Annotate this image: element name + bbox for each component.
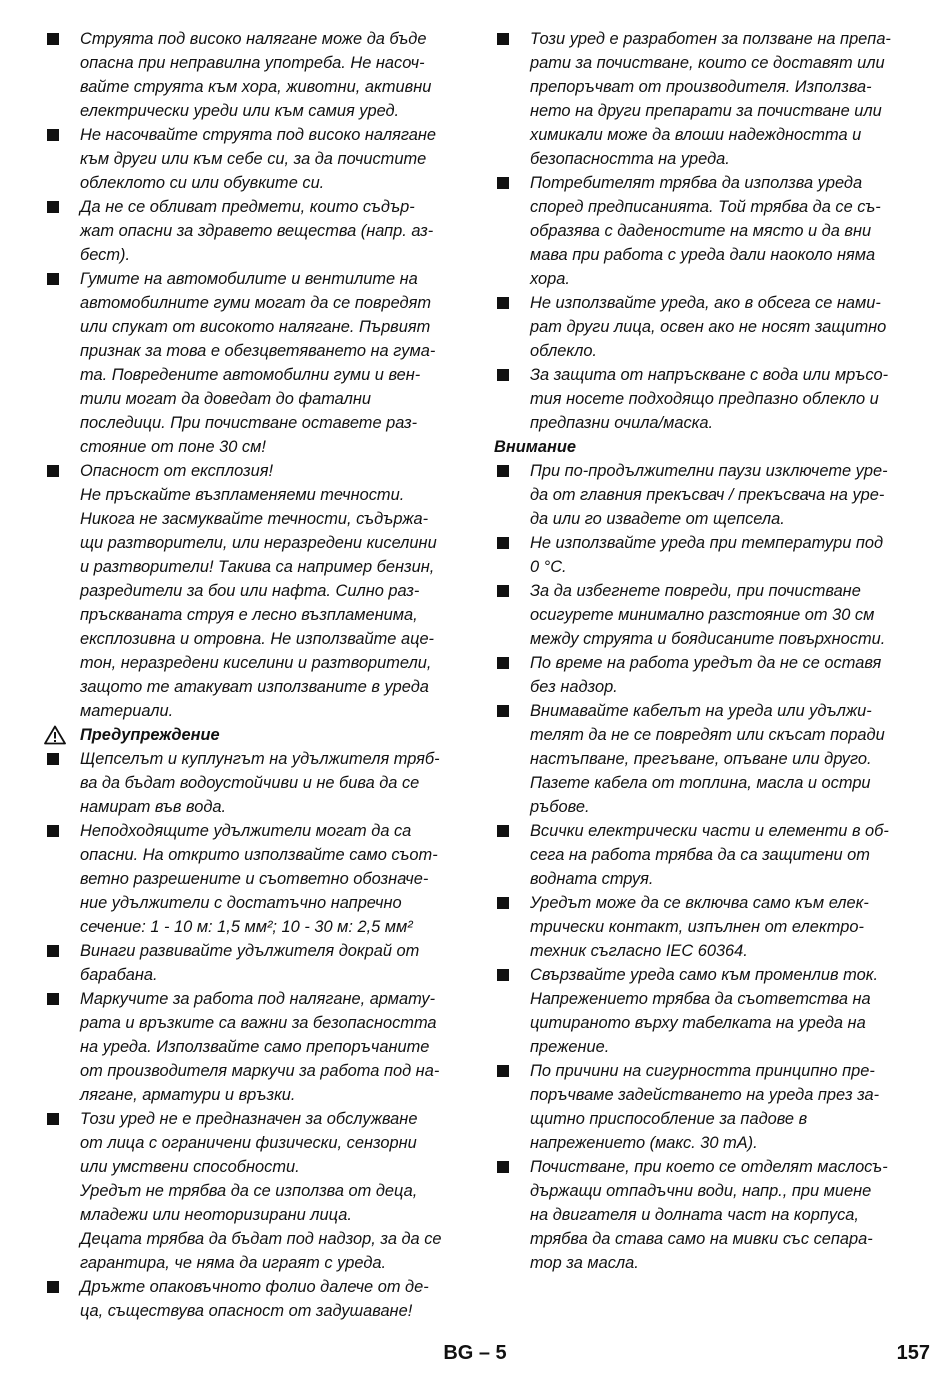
text-line: Никога не засмуквайте течности, съдържа- bbox=[80, 510, 429, 528]
text-line: щитно приспособление за падове в bbox=[530, 1110, 808, 1128]
text-line: Дръжте опаковъчното фолио далече от де- bbox=[80, 1278, 429, 1296]
square-bullet-icon bbox=[47, 1113, 59, 1125]
square-bullet-icon bbox=[497, 1161, 509, 1173]
square-bullet-icon bbox=[47, 129, 59, 141]
list-item bbox=[494, 699, 914, 819]
square-bullet-icon bbox=[497, 369, 509, 381]
text-line: Пазете кабела от топлина, масла и остри bbox=[530, 774, 871, 792]
caution-heading: Внимание bbox=[494, 438, 577, 456]
list-item bbox=[494, 819, 914, 891]
text-line: на уреда. Използвайте само препоръчаните bbox=[80, 1038, 430, 1056]
text-line: водната струя. bbox=[530, 870, 654, 888]
text-line: да от главния прекъсвач / прекъсвача на уре- bbox=[530, 486, 885, 504]
list-item bbox=[494, 291, 914, 363]
list-item bbox=[44, 459, 464, 723]
text-line: младежи или неоторизирани лица. bbox=[80, 1206, 352, 1224]
text-line: Уредът не трябва да се използва от деца, bbox=[80, 1182, 418, 1200]
text-line: пръскваната струя е лесно възпламенима, bbox=[80, 606, 418, 624]
text-line: Не използвайте уреда, ако в обсега се нами- bbox=[530, 294, 881, 312]
text-line: ветно разрешените и съответно обозначе- bbox=[80, 870, 429, 888]
text-line: материали. bbox=[80, 702, 174, 720]
square-bullet-icon bbox=[47, 33, 59, 45]
text-line: да или го извадете от щепсела. bbox=[530, 510, 785, 528]
square-bullet-icon bbox=[497, 465, 509, 477]
square-bullet-icon bbox=[497, 705, 509, 717]
text-line: та. Повредените автомобилни гуми и вен- bbox=[80, 366, 421, 384]
text-line: тон, неразредени киселини и разтворители, bbox=[80, 654, 432, 672]
warning-triangle-icon bbox=[44, 725, 66, 745]
text-line: Почистване, при което се отделят маслосъ- bbox=[530, 1158, 888, 1176]
text-line: сега на работа трябва да са защитени от bbox=[530, 846, 870, 864]
list-item bbox=[44, 195, 464, 267]
text-line: без надзор. bbox=[530, 678, 618, 696]
text-line: напрежението (макс. 30 mA). bbox=[530, 1134, 758, 1152]
text-line: признак за това е обезцветяването на гума- bbox=[80, 342, 436, 360]
text-line: от производителя маркучи за работа под на- bbox=[80, 1062, 440, 1080]
list-item bbox=[494, 891, 914, 963]
text-line: от лица с ограничени физически, сензорни bbox=[80, 1134, 417, 1152]
list-item bbox=[494, 531, 914, 579]
text-line: стояние от поне 30 см! bbox=[80, 438, 266, 456]
text-line: препоръчват от производителя. Използва- bbox=[530, 78, 872, 96]
text-line: Винаги развивайте удължителя докрай от bbox=[80, 942, 420, 960]
text-line: Опасност от експлозия! bbox=[80, 462, 274, 480]
text-line: бест). bbox=[80, 246, 131, 264]
text-line: предпазни очила/маска. bbox=[530, 414, 714, 432]
text-line: експлозивна и отровна. Не използвайте аце- bbox=[80, 630, 435, 648]
list-item bbox=[494, 963, 914, 1059]
text-line: сечение: 1 - 10 м: 1,5 мм²; 10 - 30 м: 2,5 мм² bbox=[80, 918, 413, 936]
left-warning-list bbox=[44, 747, 464, 1323]
list-item bbox=[44, 123, 464, 195]
text-line: гарантира, че няма да играят с уреда. bbox=[80, 1254, 387, 1272]
text-line: лягане, арматури и връзки. bbox=[80, 1086, 296, 1104]
text-line: опасна при неправилна употреба. Не насоч- bbox=[80, 54, 425, 72]
square-bullet-icon bbox=[497, 825, 509, 837]
text-line: осигурете минимално разстояние от 30 см bbox=[530, 606, 875, 624]
text-line: телят да не се повредят или скъсат поради bbox=[530, 726, 885, 744]
square-bullet-icon bbox=[47, 201, 59, 213]
text-line: Свързвайте уреда само към променлив ток. bbox=[530, 966, 879, 984]
square-bullet-icon bbox=[47, 825, 59, 837]
text-line: тор за масла. bbox=[530, 1254, 639, 1272]
text-line: прежение. bbox=[530, 1038, 610, 1056]
text-line: опасни. На открито използвайте само съот- bbox=[80, 846, 438, 864]
square-bullet-icon bbox=[497, 537, 509, 549]
text-line: Щепселът и куплунгът на удължителя тряб- bbox=[80, 750, 440, 768]
text-line: химикали може да влоши надеждността и bbox=[530, 126, 862, 144]
left-column bbox=[44, 27, 464, 1323]
text-line: последици. При почистване оставете раз- bbox=[80, 414, 418, 432]
footer-page-number: 157 bbox=[896, 1342, 930, 1364]
text-line: вайте струята към хора, животни, активни bbox=[80, 78, 432, 96]
text-line: Потребителят трябва да използва уреда bbox=[530, 174, 863, 192]
text-line: техник съгласно IEC 60364. bbox=[530, 942, 748, 960]
right-top-list bbox=[494, 27, 914, 435]
text-line: рати за почистване, които се доставят или bbox=[530, 54, 885, 72]
square-bullet-icon bbox=[47, 1281, 59, 1293]
text-line: рата и връзките са важни за безопасността bbox=[80, 1014, 437, 1032]
text-line: и разтворители! Такива са например бензин, bbox=[80, 558, 435, 576]
text-line: Неподходящите удължители могат да са bbox=[80, 822, 412, 840]
list-item bbox=[494, 171, 914, 291]
text-line: Всички електрически части и елементи в об- bbox=[530, 822, 889, 840]
text-line: Струята под високо налягане може да бъде bbox=[80, 30, 427, 48]
text-line: За защита от напръскване с вода или мръсо- bbox=[530, 366, 889, 384]
list-item bbox=[44, 267, 464, 459]
text-line: щи разтворители, или неразредени киселини bbox=[80, 534, 437, 552]
text-line: трябва да става само на мивки със сепара- bbox=[530, 1230, 873, 1248]
text-line: държащи отпадъчни води, напр., при миене bbox=[530, 1182, 872, 1200]
square-bullet-icon bbox=[497, 33, 509, 45]
text-line: рат други лица, освен ако не носят защитно bbox=[530, 318, 887, 336]
text-line: нето на други препарати за почистване или bbox=[530, 102, 882, 120]
square-bullet-icon bbox=[47, 465, 59, 477]
text-line: Децата трябва да бъдат под надзор, за да се bbox=[80, 1230, 442, 1248]
footer-section-code: BG – 5 bbox=[443, 1342, 507, 1364]
text-line: За да избегнете повреди, при почистване bbox=[530, 582, 861, 600]
text-line: Не насочвайте струята под високо налягане bbox=[80, 126, 437, 144]
list-item bbox=[494, 1059, 914, 1155]
text-line: или спукат от високото налягане. Първият bbox=[80, 318, 431, 336]
text-line: ние удължители с достатъчно напречно bbox=[80, 894, 402, 912]
text-line: ръбове. bbox=[530, 798, 590, 816]
text-line: Внимавайте кабелът на уреда или удължи- bbox=[530, 702, 872, 720]
square-bullet-icon bbox=[497, 897, 509, 909]
text-line: тили могат да доведат до фатални bbox=[80, 390, 371, 408]
square-bullet-icon bbox=[47, 753, 59, 765]
text-line: между струята и боядисаните повърхности. bbox=[530, 630, 886, 648]
warning-heading bbox=[44, 723, 464, 747]
list-item bbox=[494, 459, 914, 531]
text-line: автомобилните гуми могат да се повредят bbox=[80, 294, 432, 312]
text-line: според предписанията. Той трябва да се съ- bbox=[530, 198, 881, 216]
list-item bbox=[44, 747, 464, 819]
square-bullet-icon bbox=[497, 297, 509, 309]
square-bullet-icon bbox=[497, 177, 509, 189]
text-line: Маркучите за работа под налягане, армату- bbox=[80, 990, 436, 1008]
text-line: облекло. bbox=[530, 342, 597, 360]
text-line: тия носете подходящо предпазно облекло и bbox=[530, 390, 879, 408]
text-line: ва да бъдат водоустойчиви и не бива да се bbox=[80, 774, 420, 792]
text-line: барабана. bbox=[80, 966, 158, 984]
text-line: 0 °C. bbox=[530, 558, 567, 576]
text-line: образява с даденостите на място и да вни bbox=[530, 222, 872, 240]
text-line: Напрежението трябва да съответства на bbox=[530, 990, 871, 1008]
square-bullet-icon bbox=[497, 1065, 509, 1077]
left-top-list bbox=[44, 27, 464, 723]
text-line: По време на работа уредът да не се оставя bbox=[530, 654, 882, 672]
list-item bbox=[494, 651, 914, 699]
list-item bbox=[44, 1275, 464, 1323]
list-item bbox=[494, 1155, 914, 1275]
text-line: настъпване, прегъване, опъване или друго. bbox=[530, 750, 872, 768]
list-item bbox=[44, 987, 464, 1107]
text-line: защото те атакуват използваните в уреда bbox=[80, 678, 429, 696]
text-line: Този уред е разработен за ползване на препа- bbox=[530, 30, 891, 48]
text-line: на двигателя и долната част на корпуса, bbox=[530, 1206, 859, 1224]
list-item bbox=[44, 819, 464, 939]
text-line: към други или към себе си, за да почистите bbox=[80, 150, 427, 168]
text-line: или умствени способности. bbox=[80, 1158, 300, 1176]
text-line: трически контакт, изпълнен от електро- bbox=[530, 918, 864, 936]
text-line: поръчваме задействането на уреда през за- bbox=[530, 1086, 880, 1104]
text-line: При по-продължителни паузи изключете уре- bbox=[530, 462, 888, 480]
list-item bbox=[44, 939, 464, 987]
list-item bbox=[44, 1107, 464, 1275]
square-bullet-icon bbox=[497, 585, 509, 597]
text-line: Не използвайте уреда при температури под bbox=[530, 534, 884, 552]
square-bullet-icon bbox=[47, 993, 59, 1005]
square-bullet-icon bbox=[47, 945, 59, 957]
square-bullet-icon bbox=[497, 969, 509, 981]
text-line: облеклото си или обувките си. bbox=[80, 174, 325, 192]
list-item bbox=[494, 27, 914, 171]
text-line: Уредът може да се включва само към елек- bbox=[530, 894, 869, 912]
text-line: жат опасни за здравето вещества (напр. аз- bbox=[80, 222, 434, 240]
text-line: Този уред не е предназначен за обслужване bbox=[80, 1110, 418, 1128]
text-line: ца, съществува опасност от задушаване! bbox=[80, 1302, 413, 1320]
list-item bbox=[494, 579, 914, 651]
text-line: цитираното върху табелката на уреда на bbox=[530, 1014, 866, 1032]
text-line: По причини на сигурността принципно пре- bbox=[530, 1062, 875, 1080]
text-line: разредители за бои или нафта. Силно раз- bbox=[80, 582, 420, 600]
right-column bbox=[494, 27, 914, 1275]
text-line: електрически уреди или към самия уред. bbox=[80, 102, 400, 120]
square-bullet-icon bbox=[497, 657, 509, 669]
square-bullet-icon bbox=[47, 273, 59, 285]
warning-heading-text: Предупреждение bbox=[80, 726, 220, 744]
text-line: Гумите на автомобилите и вентилите на bbox=[80, 270, 418, 288]
text-line: мава при работа с уреда дали наоколо няма bbox=[530, 246, 876, 264]
text-line: хора. bbox=[530, 270, 570, 288]
list-item bbox=[494, 363, 914, 435]
text-line: намират във вода. bbox=[80, 798, 227, 816]
list-item bbox=[44, 27, 464, 123]
text-line: Не пръскайте възпламеняеми течности. bbox=[80, 486, 405, 504]
text-line: безопасността на уреда. bbox=[530, 150, 730, 168]
text-line: Да не се обливат предмети, които съдър- bbox=[80, 198, 415, 216]
right-caution-list bbox=[494, 459, 914, 1275]
